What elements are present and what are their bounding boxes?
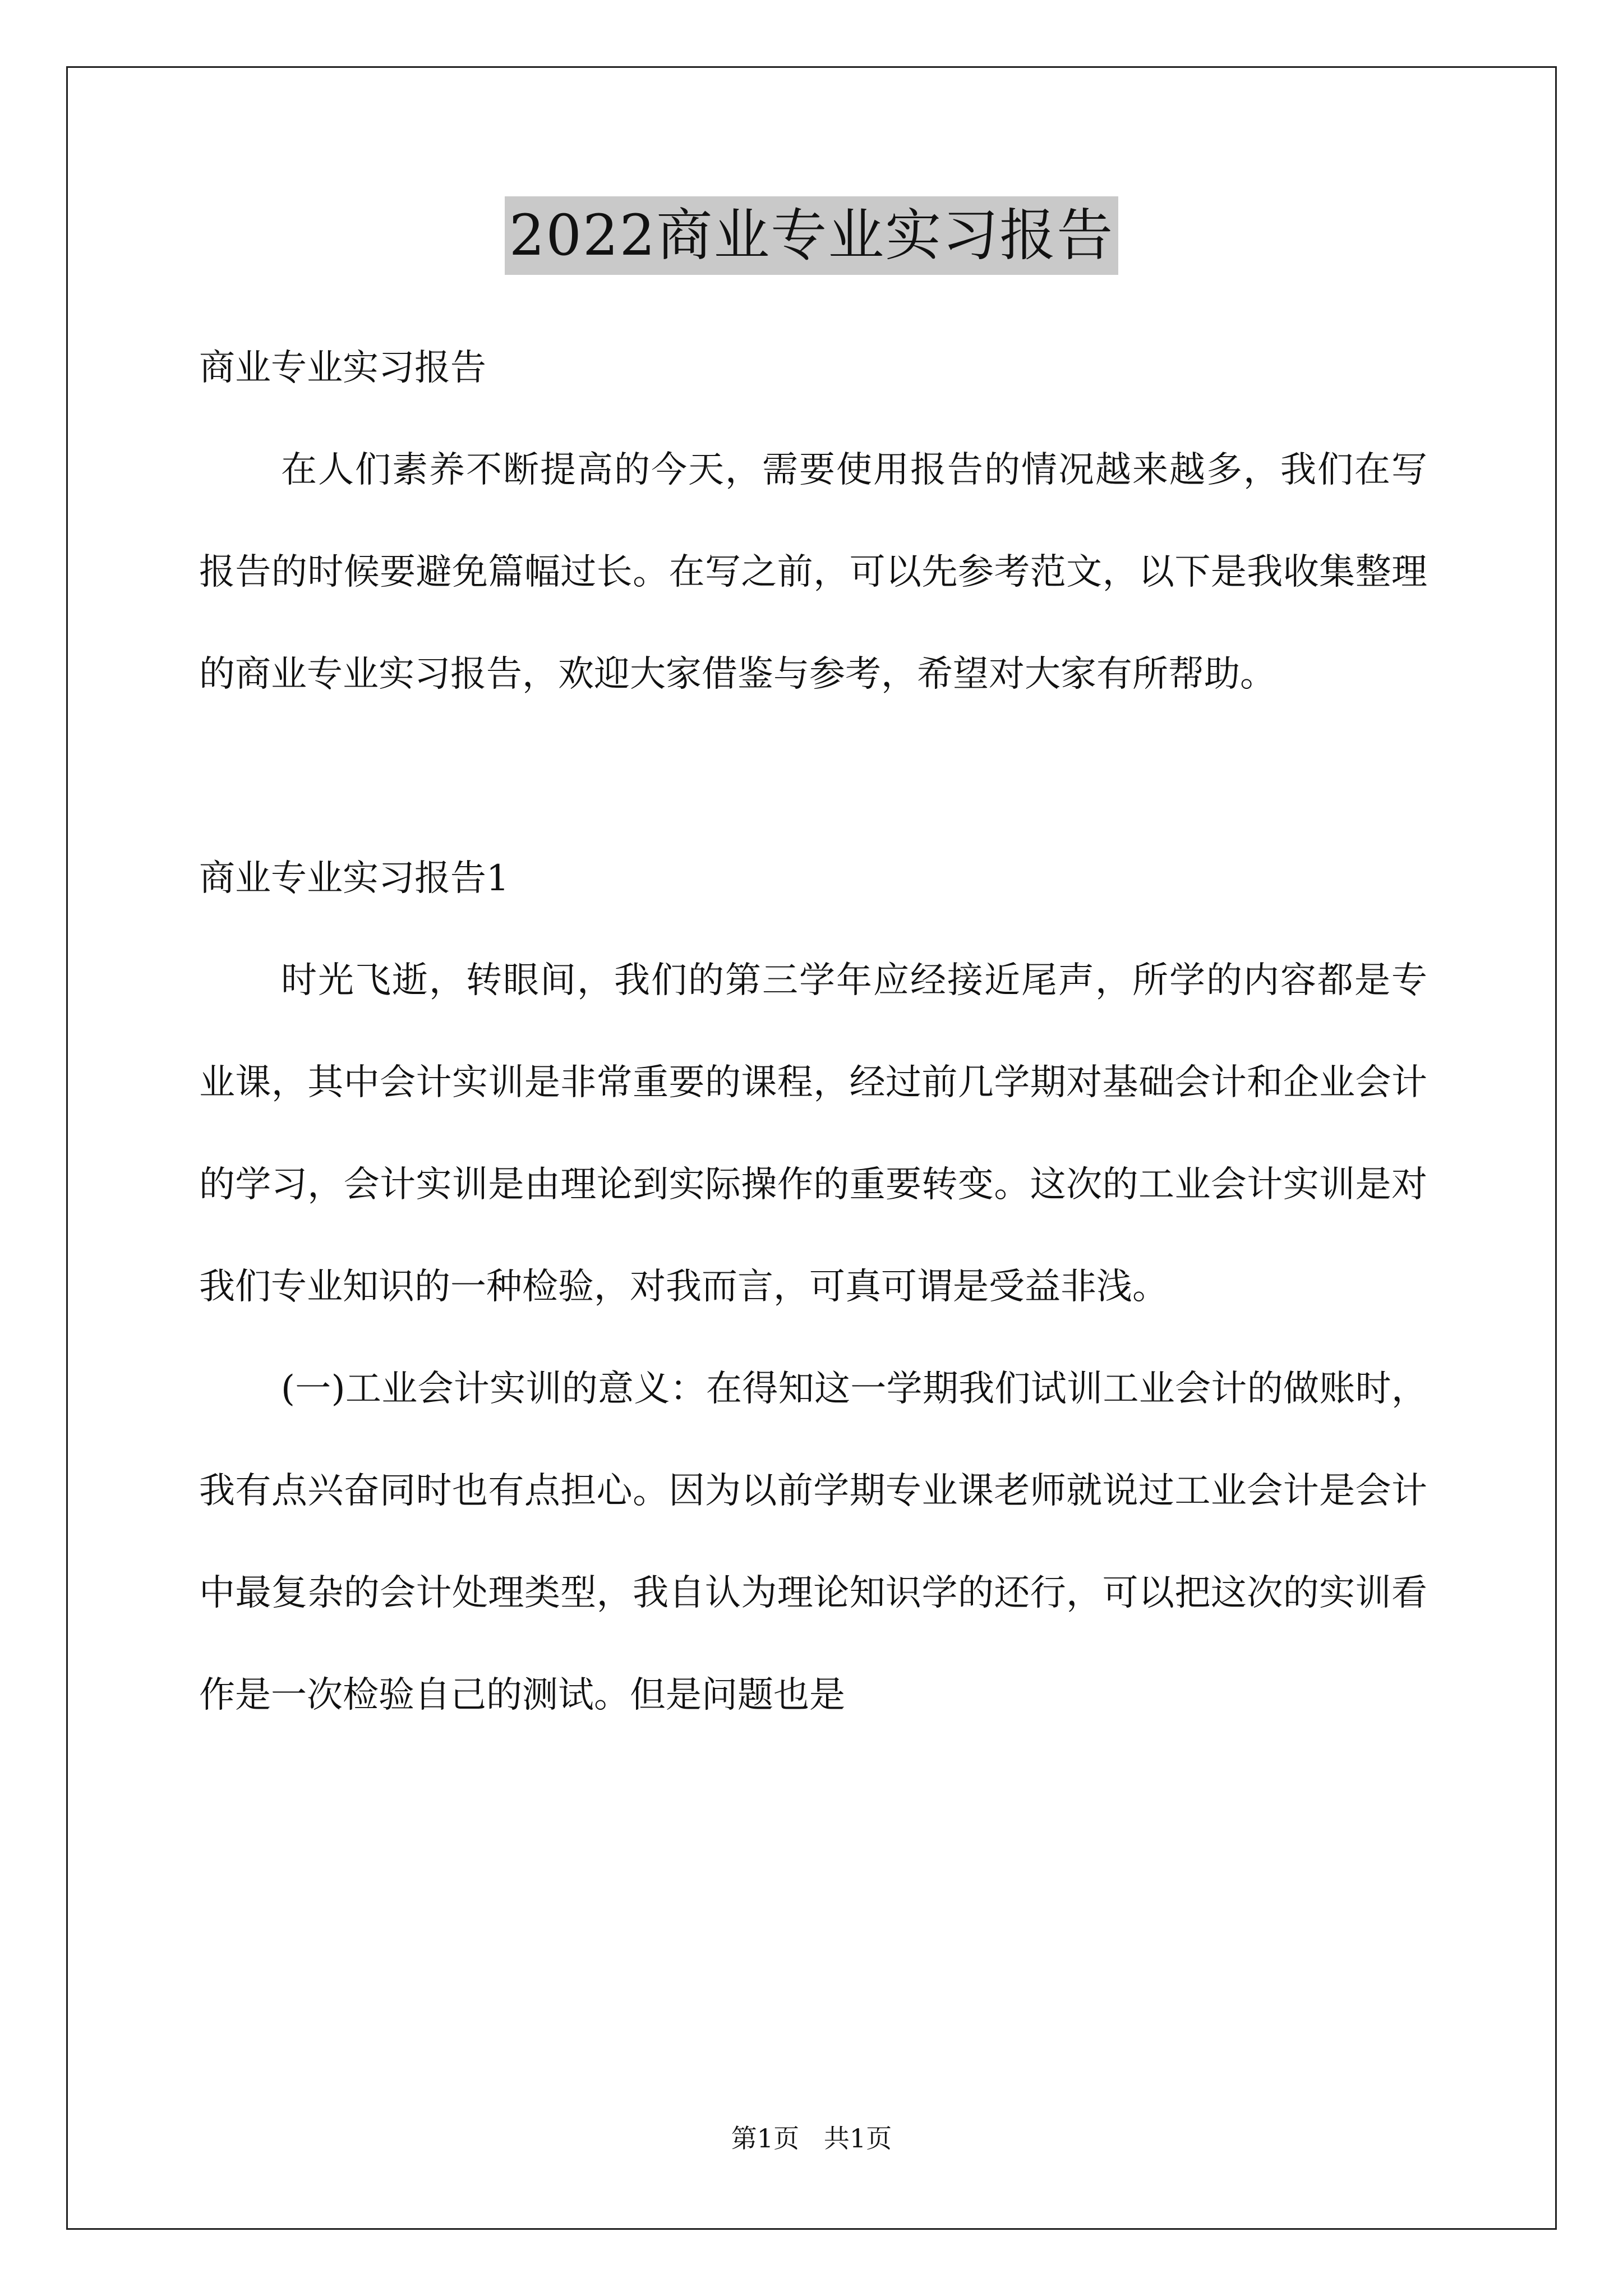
- page-footer: 第1页 共1页: [731, 2123, 892, 2154]
- body-paragraph-1: 时光飞逝，转眼间，我们的第三学年应经接近尾声，所学的内容都是专业课，其中会计实训是非常重要的课程，经过前几学期对基础会计和企业会计的学习，会计实训是由理论到实际操作的重要转变。这次的工业会计实训是对我们专业知识的一种检验，对我而言，可真可谓是受益非浅。: [199, 960, 1427, 1308]
- document-title: 2022商业专业实习报告: [505, 196, 1119, 275]
- document-subtitle: 商业专业实习报告: [199, 347, 486, 389]
- section-heading: 商业专业实习报告1: [199, 858, 509, 899]
- body-paragraph-2: (一)工业会计实训的意义：在得知这一学期我们试训工业会计的做账时，我有点兴奋同时也有点担心。因为以前学期专业课老师就说过工业会计是会计中最复杂的会计处理类型，我自认为理论知识学的还行，可以把这次的实训看作是一次检验自己的测试。但是问题也是: [199, 1368, 1427, 1716]
- title-container: [0, 196, 1623, 275]
- document-body: [199, 317, 1427, 1746]
- intro-paragraph: 在人们素养不断提高的今天，需要使用报告的情况越来越多，我们在写报告的时候要避免篇幅过长。在写之前，可以先参考范文，以下是我收集整理的商业专业实习报告，欢迎大家借鉴与参考，希望对大家有所帮助。: [199, 449, 1427, 695]
